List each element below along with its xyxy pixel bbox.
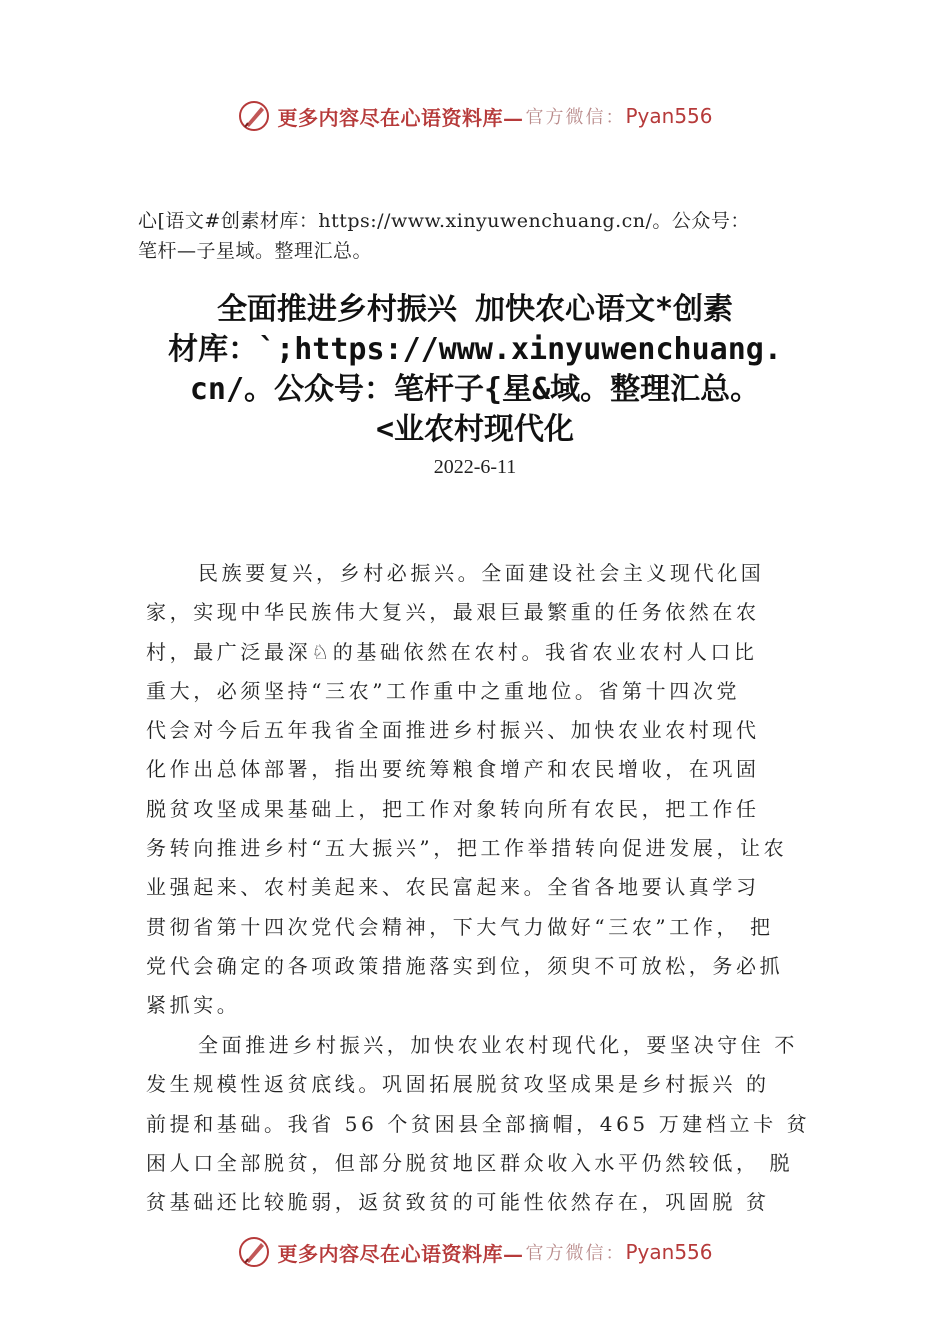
paragraph-line: 家，实现中华民族伟大复兴，最艰巨最繁重的任务依然在农 <box>146 600 760 625</box>
paragraph-line: 业强起来、农村美起来、农民富起来。全省各地要认真学习 <box>146 875 760 900</box>
paragraph-line: 务转向推进乡村“五大振兴”，把工作举措转向促进发展，让农 <box>146 836 788 861</box>
title-line: <业农村现代化 <box>375 412 575 447</box>
paragraph-line: 党代会确定的各项政策措施落实到位，须臾不可放松，务必抓 <box>146 953 784 978</box>
paragraph-line: 困人口全部脱贫，但部分脱贫地区群众收入水平仍然较低， 脱 <box>146 1150 794 1175</box>
quill-logo-icon <box>237 99 271 133</box>
banner-wechat-id: Pyan556 <box>625 104 713 128</box>
source-note-line: 心[语文#创素材库：https://www.xinyuwenchuang.cn/。公众号： <box>138 210 750 232</box>
paragraph-2 <box>146 1026 814 1222</box>
article-title <box>100 290 850 450</box>
banner-text: 更多内容尽在心语资料库— <box>277 105 524 130</box>
banner-wechat-label: 官方微信： <box>525 1243 626 1264</box>
title-line: cn/。公众号：笔杆子{星&域。整理汇总。 <box>189 372 761 407</box>
paragraph-line: 民族要复兴，乡村必振兴。全面建设社会主义现代化国 <box>198 561 765 585</box>
bottom-banner <box>0 1232 950 1272</box>
paragraph-line: 全面推进乡村振兴，加快农业农村现代化，要坚决守住 不 <box>198 1033 798 1057</box>
title-line: 全面推进乡村振兴 加快农心语文*创素 <box>216 292 734 327</box>
paragraph-line: 贫基础还比较脆弱，返贫致贫的可能性依然存在，巩固脱 贫 <box>146 1190 770 1215</box>
paragraph-line: 贯彻省第十四次党代会精神，下大气力做好“三农”工作， 把 <box>146 914 774 939</box>
paragraph-line: 发生规模性返贫底线。巩固拓展脱贫攻坚成果是乡村振兴 的 <box>146 1072 770 1097</box>
banner-wechat-id: Pyan556 <box>625 1240 713 1264</box>
paragraph-1 <box>146 554 814 1026</box>
paragraph-line: 脱贫攻坚成果基础上，把工作对象转向所有农民，把工作任 <box>146 796 760 821</box>
paragraph-line: 紧抓实。 <box>146 993 241 1018</box>
paragraph-line: 代会对今后五年我省全面推进乡村振兴、加快农业农村现代 <box>146 718 760 743</box>
paragraph-line: 前提和基础。我省 56 个贫困县全部摘帽，465 万建档立卡 贫 <box>146 1111 811 1136</box>
article-date: 2022-6-11 <box>433 456 517 478</box>
paragraph-line: 化作出总体部署，指出要统筹粮食增产和农民增收，在巩固 <box>146 757 760 782</box>
banner-wechat-label: 官方微信： <box>525 107 626 128</box>
top-banner <box>0 96 950 136</box>
quill-logo-icon <box>237 1235 271 1269</box>
title-line: 材库：`;https://www.xinyuwenchuang. <box>168 332 782 367</box>
source-note-line: 笔杆—子星域。整理汇总。 <box>138 240 373 262</box>
source-note <box>138 206 838 266</box>
banner-text: 更多内容尽在心语资料库— <box>277 1241 524 1266</box>
paragraph-line: 村，最广泛最深♘的基础依然在农村。我省农业农村人口比 <box>146 639 758 664</box>
paragraph-line: 重大，必须坚持“三农”工作重中之重地位。省第十四次党 <box>146 678 741 703</box>
